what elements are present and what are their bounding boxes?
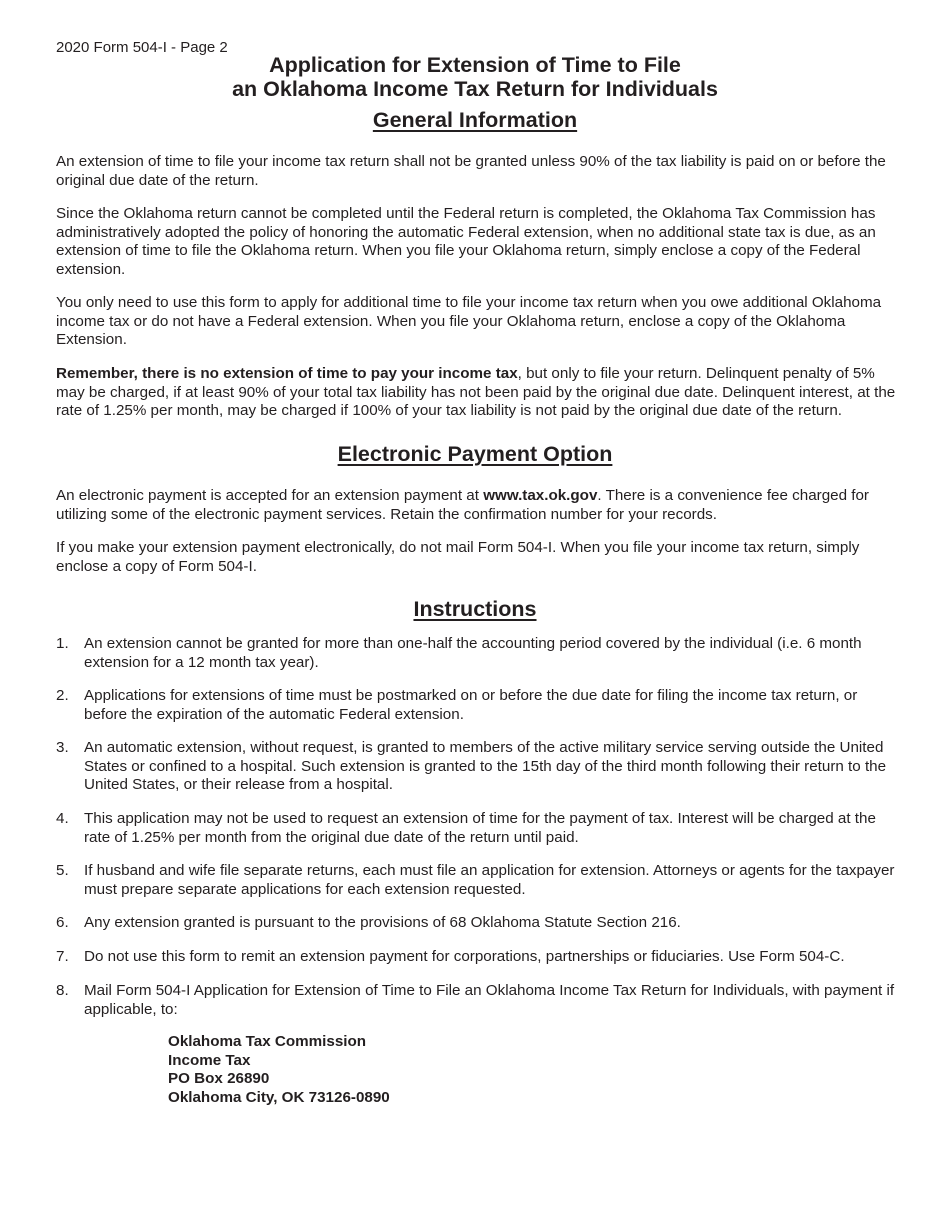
instructions-heading: Instructions [413,597,537,621]
electronic-payment-text-pre: An electronic payment is accepted for an extension payment at [56,487,484,504]
instruction-item [56,914,898,933]
page-label: 2020 Form 504-I - Page 2 [56,39,228,56]
instruction-text: This application may not be used to request an extension of time for the payment of tax. Interest will be charged at the rate of 1.25% per month from the original due date of the return until paid. [84,810,876,846]
instruction-item [56,687,898,724]
general-info-paragraph-2: Since the Oklahoma return cannot be completed until the Federal return is completed, the Oklahoma Tax Commission has administratively adopted the policy of honoring the automatic Federal extension, when no additional state tax is due, as an extension of time to file the Oklahoma return. When you file your Oklahoma return, simply enclose a copy of the Federal extension. [56,205,876,278]
form-title-line-1: Application for Extension of Time to File [269,53,681,77]
instruction-number: 6. [56,914,69,931]
payment-reminder-text: , but only to file your return. Delinquent penalty of 5% may be charged, if at least 90% of your total tax liability has not been paid by the original due date. Delinquent interest, at the rate of 1.25% per month, may be charged if 100% of your tax liability is not paid by the original due date of the return. [56,365,896,420]
instruction-item [56,862,898,899]
address-line-3: PO Box 26890 [168,1070,270,1088]
instruction-number: 7. [56,948,69,965]
instruction-item [56,948,898,967]
instruction-text: An extension cannot be granted for more than one-half the accounting period covered by the individual (i.e. 6 month extension for a 12 month tax year). [84,635,862,671]
electronic-payment-paragraph-2: If you make your extension payment electronically, do not mail Form 504-I. When you file your income tax return, simply enclose a copy of Form 504-I. [56,539,860,575]
address-line-4: Oklahoma City, OK 73126-0890 [168,1088,390,1106]
instruction-item [56,810,898,847]
instruction-number: 2. [56,687,69,704]
instruction-text: If husband and wife file separate returns, each must file an application for extension. Attorneys or agents for the taxpayer must prepare separate applications for each extension requested. [84,862,895,898]
instruction-text: An automatic extension, without request, is granted to members of the active military service serving outside the United States or confined to a hospital. Such extension is granted to the 15th day of the third month following their return to the United States, or their release from a hospital. [84,739,887,794]
electronic-payment-paragraph-1 [56,487,898,524]
general-info-paragraph-4 [56,365,898,421]
form-title [0,53,950,101]
electronic-payment-heading: Electronic Payment Option [337,442,613,466]
instruction-number: 5. [56,862,69,879]
instruction-item [56,982,898,1019]
payment-reminder-bold: Remember, there is no extension of time to pay your income tax [56,365,518,382]
address-line-1: Oklahoma Tax Commission [168,1033,367,1050]
instruction-number: 8. [56,982,69,999]
instruction-text: Mail Form 504-I Application for Extension of Time to File an Oklahoma Income Tax Return for Individuals, with payment if applicable, to: [84,982,895,1018]
instruction-item [56,739,898,795]
form-title-line-2: an Oklahoma Income Tax Return for Individuals [232,77,718,101]
general-information-heading: General Information [372,108,578,132]
instruction-text: Do not use this form to remit an extension payment for corporations, partnerships or fiduciaries. Use Form 504-C. [84,948,845,965]
mailing-address [168,1033,390,1107]
instruction-number: 3. [56,739,69,756]
instruction-number: 4. [56,810,69,827]
instruction-text: Applications for extensions of time must be postmarked on or before the due date for filing the income tax return, or before the expiration of the automatic Federal extension. [84,687,858,723]
general-info-paragraph-1: An extension of time to file your income tax return shall not be granted unless 90% of the tax liability is paid on or before the original due date of the return. [56,153,886,189]
instruction-number: 1. [56,635,69,652]
address-line-2: Income Tax [168,1051,251,1069]
instruction-text: Any extension granted is pursuant to the provisions of 68 Oklahoma Statute Section 216. [84,914,681,931]
general-info-paragraph-3: You only need to use this form to apply for additional time to file your income tax return when you owe additional Oklahoma income tax or do not have a Federal extension. When you file your Oklahoma return, enclose a copy of the Oklahoma Extension. [56,294,882,349]
tax-website-link[interactable]: www.tax.ok.gov [483,487,598,504]
electronic-payment-text-post: . There is a convenience fee charged for utilizing some of the electronic payment services. Retain the confirmation number for your records. [56,487,869,523]
instruction-item [56,635,898,672]
